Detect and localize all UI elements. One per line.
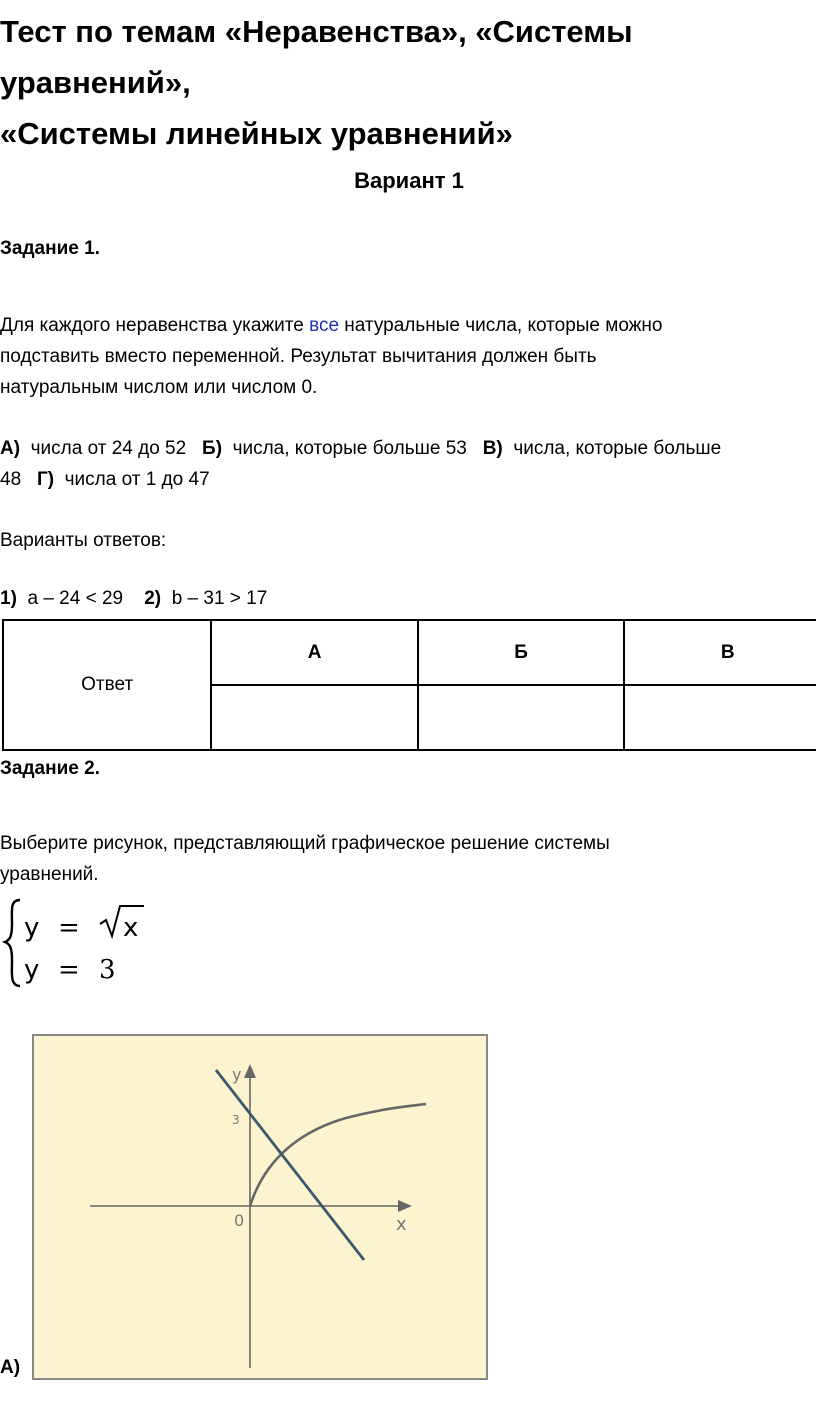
title-line-3: «Системы линейных уравнений» (0, 116, 513, 151)
answer-text-2: b – 31 > 17 (171, 588, 268, 609)
highlight-word: все (309, 315, 340, 336)
title-line-1: Тест по темам «Неравенства», «Системы (0, 14, 633, 49)
answer-num-2: 2) (144, 588, 162, 609)
straight-line (216, 1070, 364, 1260)
eq1-op: = (58, 913, 80, 943)
sqrt-curve (250, 1104, 426, 1206)
eq2-op: = (58, 955, 80, 985)
task2-heading: Задание 2. (0, 758, 100, 779)
page-title (0, 6, 810, 159)
task1-heading: Задание 1. (0, 238, 100, 259)
option-text-v: числа, которые больше (513, 438, 722, 459)
eq2-lhs: y (24, 955, 40, 985)
eq1-rhs: x (123, 913, 139, 943)
column-header-b: Б (418, 620, 625, 685)
answer-cell-b[interactable] (418, 685, 625, 750)
task2-text: Выберите рисунок, представляющий графическое решение системы уравнений. (0, 833, 610, 885)
answer-row-label: Ответ (3, 620, 211, 750)
variant-heading: Вариант 1 (354, 168, 464, 193)
answers-label: Варианты ответов: (0, 530, 167, 551)
option-text-g: числа от 1 до 47 (64, 469, 210, 490)
eq1-lhs: y (24, 913, 40, 943)
y-axis-label: y (232, 1065, 242, 1084)
x-axis-label: x (396, 1214, 407, 1235)
origin-label: 0 (234, 1211, 245, 1230)
option-letter-g: Г) (36, 469, 55, 490)
title-line-2: уравнений», (0, 65, 191, 100)
y-tick-label: 3 (232, 1113, 240, 1127)
answer-cell-a[interactable] (211, 685, 418, 750)
eq2-rhs: 3 (99, 955, 116, 985)
graph-svg (34, 1036, 486, 1378)
answers-list (0, 583, 816, 614)
equation-system (2, 896, 172, 996)
task1-options (0, 433, 816, 495)
option-wrap: 48 (0, 469, 22, 490)
column-header-v: В (624, 620, 816, 685)
column-header-a: А (211, 620, 418, 685)
answer-num-1: 1) (0, 588, 17, 609)
x-arrow-icon (398, 1200, 412, 1212)
option-letter-a: А) (0, 438, 21, 459)
option-letter-b: Б) (202, 438, 223, 459)
graph-figure-a (32, 1034, 488, 1380)
option-text-b: числа, которые больше 53 (232, 438, 467, 459)
y-arrow-icon (244, 1064, 256, 1078)
answer-table (2, 619, 816, 751)
option-text-a: числа от 24 до 52 (30, 438, 187, 459)
option-letter-v: В) (482, 438, 503, 459)
figure-label-a: А) (0, 1357, 21, 1378)
answer-text-1: a – 24 < 29 (27, 588, 124, 609)
answer-cell-v[interactable] (624, 685, 816, 750)
task1-text: Для каждого неравенства укажите все натуральные числа, которые можно подставить вместо переменной. Результат вычитания должен быть натуральным числом или числом 0. (0, 315, 663, 398)
brace-icon (5, 900, 20, 986)
